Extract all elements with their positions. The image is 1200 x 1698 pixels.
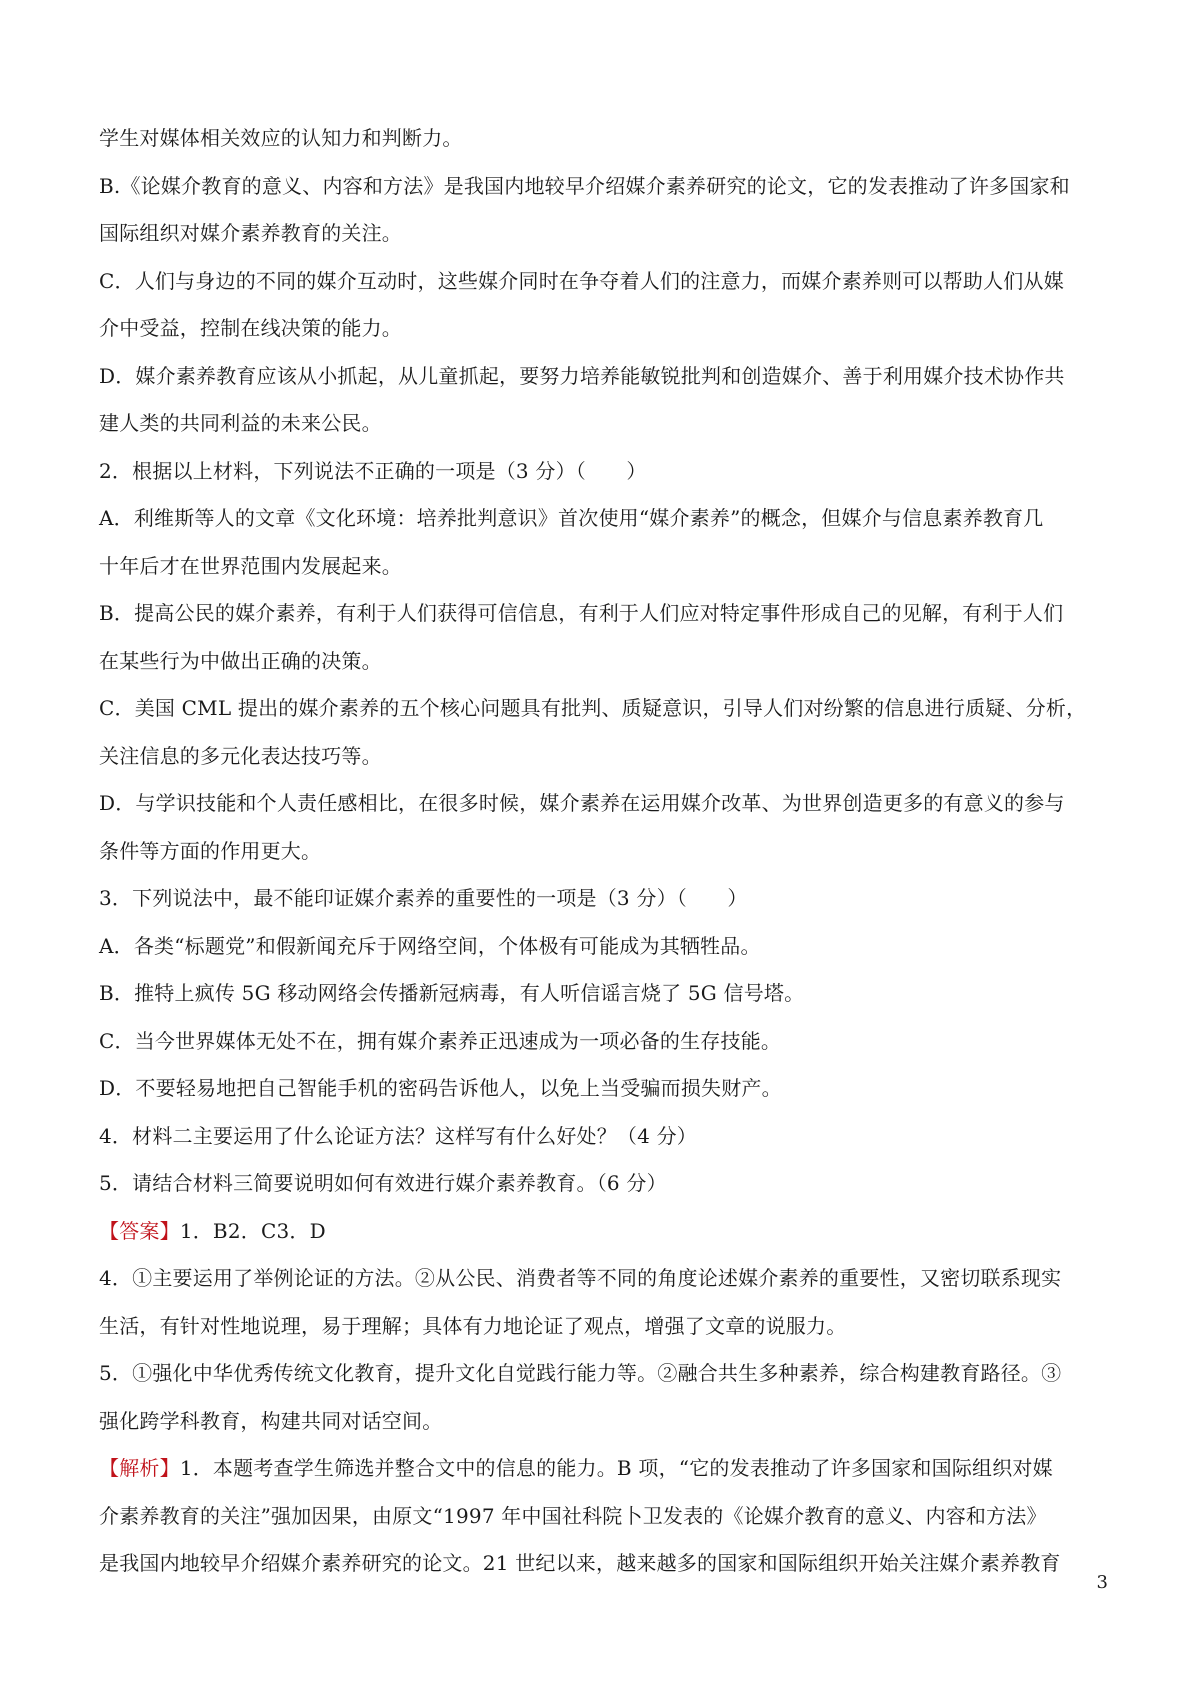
option-d-line: D．不要轻易地把自己智能手机的密码告诉他人，以免上当受骗而损失财产。: [99, 1076, 782, 1100]
option-c-line: C．人们与身边的不同的媒介互动时，这些媒介同时在争夺着人们的注意力，而媒介素养则可以帮助人们从媒: [99, 268, 1064, 293]
option-d-line: D．与学识技能和个人责任感相比，在很多时候，媒介素养在运用媒介改革、为世界创造更多的有意义的参与: [99, 791, 1065, 815]
document-body: [99, 115, 1110, 1588]
question-2: 2．根据以上材料，下列说法不正确的一项是（3 分）（ ）: [99, 458, 647, 483]
option-b-line: B.《论媒介教育的意义、内容和方法》是我国内地较早介绍媒介素养研究的论文，它的发表推动了许多国家和: [99, 173, 1070, 198]
analysis-line: [99, 1445, 1110, 1493]
text-line: 十年后才在世界范围内发展起来。: [99, 553, 402, 578]
text-line: 介素养教育的关注”强加因果，由原文“1997 年中国社科院卜卫发表的《论媒介教育的意义、内容和方法》: [99, 1503, 1047, 1528]
option-c-line: C．美国 CML 提出的媒介素养的五个核心问题具有批判、质疑意识，引导人们对纷繁的信息进行质疑、分析，: [99, 696, 1087, 720]
answer-text: 1．B2．C3．D: [179, 1218, 326, 1243]
text-line: 关注信息的多元化表达技巧等。: [99, 743, 382, 768]
text-line: 学生对媒体相关效应的认知力和判断力。: [99, 126, 463, 150]
option-a-line: A．利维斯等人的文章《文化环境：培养批判意识》首次使用“媒介素养”的概念，但媒介与信息素养教育几: [99, 506, 1044, 530]
answer-tag: 【答案】: [99, 1218, 180, 1243]
text-line: 是我国内地较早介绍媒介素养研究的论文。21 世纪以来，越来越多的国家和国际组织开始关注媒介素养教育: [99, 1551, 1061, 1575]
option-a-line: A．各类“标题党”和假新闻充斥于网络空间，个体极有可能成为其牺牲品。: [99, 933, 761, 958]
text-line: 介中受益，控制在线决策的能力。: [99, 316, 402, 340]
text-line: 生活，有针对性地说理，易于理解；具体有力地论证了观点，增强了文章的说服力。: [99, 1313, 847, 1338]
question-5: 5．请结合材料三简要说明如何有效进行媒介素养教育。（6 分）: [99, 1171, 667, 1195]
text-line: 条件等方面的作用更大。: [99, 838, 322, 863]
text-line: 强化跨学科教育，构建共同对话空间。: [99, 1408, 443, 1433]
text-line: 建人类的共同利益的未来公民。: [99, 411, 382, 435]
option-c-line: C．当今世界媒体无处不在，拥有媒介素养正迅速成为一项必备的生存技能。: [99, 1028, 782, 1053]
text-line: 在某些行为中做出正确的决策。: [99, 648, 382, 673]
option-b-line: B．推特上疯传 5G 移动网络会传播新冠病毒，有人听信谣言烧了 5G 信号塔。: [99, 981, 805, 1005]
question-3: 3．下列说法中，最不能印证媒介素养的重要性的一项是（3 分）（ ）: [99, 886, 748, 910]
question-4: 4．材料二主要运用了什么论证方法？这样写有什么好处？（4 分）: [99, 1123, 698, 1148]
option-b-line: B．提高公民的媒介素养，有利于人们获得可信信息，有利于人们应对特定事件形成自己的见解，有利于人们: [99, 601, 1064, 625]
answer-4-line: 4．①主要运用了举例论证的方法。②从公民、消费者等不同的角度论述媒介素养的重要性，又密切联系现实: [99, 1266, 1062, 1290]
option-d-line: D．媒介素养教育应该从小抓起，从儿童抓起，要努力培养能敏锐批判和创造媒介、善于利用媒介技术协作共: [99, 363, 1065, 388]
analysis-tag: 【解析】: [99, 1456, 180, 1480]
answer-line: [99, 1208, 1110, 1256]
text-line: 国际组织对媒介素养教育的关注。: [99, 221, 402, 245]
analysis-text: 1．本题考查学生筛选并整合文中的信息的能力。B 项，“它的发表推动了许多国家和国际组织对媒: [179, 1456, 1053, 1480]
page-number: 3: [1096, 1572, 1108, 1593]
answer-5-line: 5．①强化中华优秀传统文化教育，提升文化自觉践行能力等。②融合共生多种素养，综合构建教育路径。③: [99, 1361, 1062, 1385]
